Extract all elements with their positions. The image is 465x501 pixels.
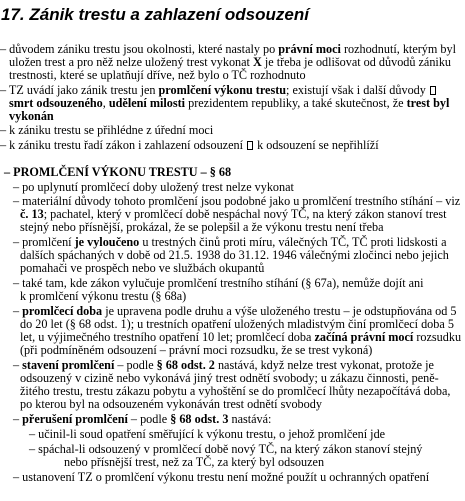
bold-text: promlčení výkonu trestu [158,83,287,97]
text-run: – ustanovení TZ o promlčení výkonu trestu není možné použít u ochranných opatření [13,470,430,484]
text-run: k odsouzení se nepřihlíží [254,138,379,152]
text-run: odsouzený v cizině nebo vykonává jiný trest odnětí svobody; u zákazu činnosti, peně- [20,371,439,385]
text-run: nastává, když nelze trest vykonat, protože je [214,358,434,372]
text-run: u trestných činů proti míru, válečných TČ, TČ proti lidskosti a [139,235,447,249]
bold-text: právní moci [278,42,341,56]
text-run: nebo přísnější trest, než za TČ, za který byl odsouzen [64,455,325,469]
text-run: dalších spáchaných v době od 21.5. 1938 do 31.12. 1946 válečnými zločinci nebo jejich [20,248,449,262]
text-run: žitého trestu, trestu zákazu pobytu a vyhoštění se do promlčecí lhůty nezapočítává doba, [20,384,451,398]
text-run: uložen trest a pro něž nelze uložený trest vykonat [9,55,253,69]
bold-text: smrt odsouzeného [9,96,103,110]
bold-text: § 68 odst. 3 [170,412,229,426]
bold-text: § 68 odst. 2 [156,358,215,372]
text-line [20,262,264,275]
text-run: trestnosti, které se uplatňují dříve, než bylo o TČ rozhodnuto [9,68,306,82]
text-line [20,344,372,357]
bold-text: promlčecí doba [22,304,103,318]
text-run: – materiální důvody tohoto promlčení jsou podobné jako u promlčení trestního stíhání – viz [13,194,461,208]
text-run: nastává: [228,412,272,426]
text-run: ; pachatel, který v promlčecí době nespáchal nový TČ, na který zákon stanoví trest [43,207,447,221]
bold-text: vykonán [9,109,54,123]
bold-text: udělení milosti [108,96,186,110]
text-run: – k zániku trestu řadí zákon i zahlazení odsouzení [0,138,247,152]
text-line [13,181,294,194]
text-run: – také tam, kde zákon vylučuje promlčení trestního stíhání (§ 67a), nemůže dojít ani [13,276,424,290]
text-line [0,124,213,137]
text-line [13,413,271,426]
bold-text: přerušení promlčení [22,412,128,426]
text-run: – po uplynutí promlčecí doby uložený trest nelze vykonat [13,180,294,194]
text-run: (při podmíněném odsouzení – právní moci rozsudku, že se trest vykoná) [20,343,373,357]
text-run: – podle [114,358,157,372]
text-run: je třeba je odlišovat od důvodů zániku [261,55,452,69]
text-run: rozsudku [413,330,462,344]
text-run: – promlčení [13,235,75,249]
text-run: po kterou byl na odsouzeném vykonáván trest odnětí svobody [20,397,322,411]
text-line [9,110,54,123]
text-line [20,398,322,411]
text-run: ; existují však i další důvody [286,83,429,97]
text-line [4,166,231,179]
text-line [29,428,385,441]
text-run: – k zániku trestu se přihlédne z úřední moci [0,123,214,137]
text-line [0,139,379,152]
bold-text: X [253,55,262,69]
text-run: – [13,358,23,372]
text-run: rozhodnutí, kterým byl [340,42,456,56]
bold-text: je vyloučeno [74,235,140,249]
box-glyph-icon [430,86,436,95]
text-run: – důvodem zániku trestu jsou okolnosti, které nastaly po [0,42,279,56]
bold-text: č. 13 [20,207,44,221]
text-run: do 20 let (§ 68 odst. 1); u trestních opatření uložených mladistvým činí promlčecí doba 5 [20,317,454,331]
text-run: pomahači ve prospěch nebo ve službách okupantů [20,261,265,275]
text-run: – [13,304,23,318]
text-run: , [102,96,109,110]
text-run: k promlčení výkonu trestu (§ 68a) [20,289,187,303]
bold-text: začíná právní mocí [314,330,414,344]
text-line [13,471,429,484]
text-run: let, u výjimečného trestního opatření 10 let; promlčecí doba [20,330,315,344]
section-title: 17. Zánik trestu a zahlazení odsouzení [1,5,309,24]
text-line [9,69,306,82]
text-line [20,290,186,303]
text-run: – podle [127,412,171,426]
text-run: – [13,412,23,426]
text-line [9,97,449,110]
text-run: stejný nebo přísnější, prokázal, že se polepšil a že výkonu trestu není třeba [20,220,384,234]
text-line [64,456,324,469]
bold-text: trest byl [406,96,450,110]
box-glyph-icon [247,141,253,150]
bold-text: – PROMLČENÍ VÝKONU TRESTU – § 68 [4,165,232,179]
text-run: – učinil-li soud opatření směřující k výkonu trestu, o jehož promlčení jde [29,427,386,441]
bold-text: stavení promlčení [22,358,115,372]
text-line [20,221,383,234]
text-run: je upravena podle druhu a výše uloženého trestu – je odstupňována od 5 [102,304,457,318]
text-run: – TZ uvádí jako zánik trestu jen [0,83,159,97]
text-run: – spáchal-li odsouzený v promlčecí době nový TČ, na který zákon stanoví stejný [29,442,423,456]
text-run: prezidentem republiky, a také skutečnost, že [185,96,407,110]
